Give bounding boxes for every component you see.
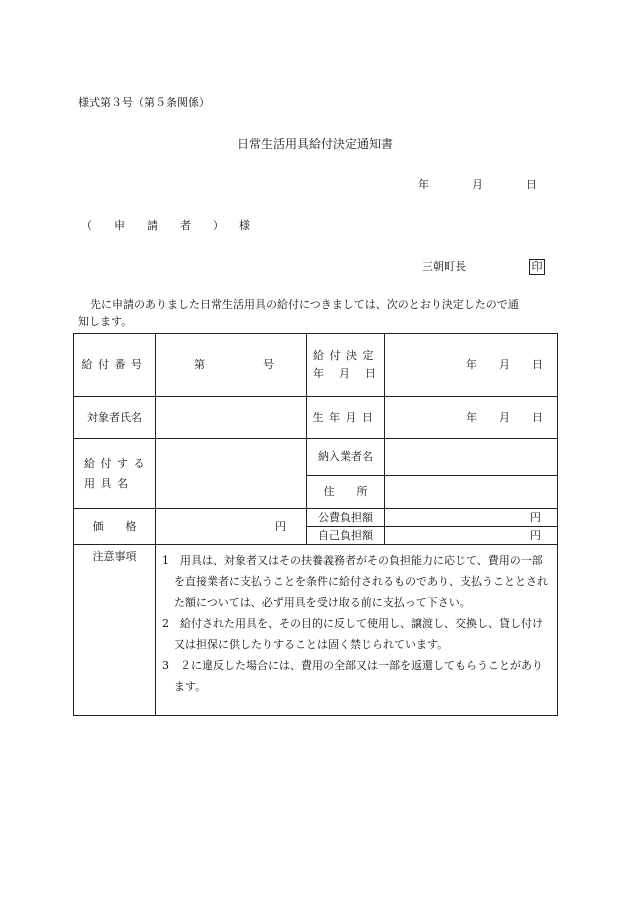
supplier-name-value[interactable] bbox=[385, 439, 558, 476]
equipment-label-line1: 給付する bbox=[84, 456, 150, 470]
decision-date-label-year: 年 bbox=[313, 367, 324, 380]
price-label: 価 格 bbox=[74, 509, 156, 545]
decision-date-label-month: 月 bbox=[339, 367, 350, 380]
notes-label: 注意事項 bbox=[74, 545, 156, 716]
decision-date-label bbox=[307, 334, 385, 397]
applicant-label: （ 申 請 者 ） bbox=[81, 219, 230, 232]
date-year: 年 bbox=[418, 178, 429, 191]
equipment-name-label bbox=[74, 439, 156, 509]
table-row bbox=[74, 439, 558, 476]
birth-date-label: 生年月日 bbox=[307, 397, 385, 439]
date-month: 月 bbox=[472, 178, 483, 191]
grant-table bbox=[73, 333, 558, 716]
grant-number-label: 給付番号 bbox=[74, 334, 156, 397]
form-number: 様式第３号（第５条関係） bbox=[78, 96, 210, 109]
target-name-label: 対象者氏名 bbox=[74, 397, 156, 439]
birth-day: 日 bbox=[532, 410, 543, 424]
address-value[interactable] bbox=[385, 476, 558, 509]
issuer-title: 三朝町長 bbox=[422, 260, 466, 273]
note-item-2: 2 給付された用具を、その目的に反して使用し、譲渡し、交換し、貸し付け又は担保に供したりすることは固く禁じられています。 bbox=[162, 617, 543, 651]
note-item-1: 1 用具は、対象者又はその扶養義務者がその負担能力に応じて、費用の一部を直接業者に支払うことを条件に給付されるものであり、支払うこととされた額については、必ず用具を受け取る前に支払って下さい。 bbox=[162, 554, 548, 609]
supplier-name-label: 納入業者名 bbox=[307, 439, 385, 476]
seal-mark: 印 bbox=[529, 259, 545, 275]
table-row bbox=[74, 397, 558, 439]
decision-date-label-line2 bbox=[307, 363, 384, 381]
applicant-honorific: 様 bbox=[239, 219, 250, 232]
price-unit: 円 bbox=[275, 519, 286, 533]
public-burden-value[interactable] bbox=[385, 509, 558, 527]
grant-number-cell[interactable] bbox=[156, 334, 307, 397]
grant-number-prefix: 第 bbox=[194, 358, 205, 371]
decision-date-label-line1: 給付決定 bbox=[313, 349, 379, 362]
decision-day: 日 bbox=[532, 358, 543, 371]
decision-date-value[interactable] bbox=[385, 334, 558, 397]
notes-content bbox=[156, 545, 558, 716]
table-row bbox=[74, 509, 558, 527]
document-title: 日常生活用具給付決定通知書 bbox=[236, 137, 393, 151]
address-label: 住 所 bbox=[307, 476, 385, 509]
table-row bbox=[74, 334, 558, 397]
birth-year: 年 bbox=[466, 410, 477, 424]
date-line bbox=[418, 178, 537, 192]
equipment-label-line2: 用具名 bbox=[84, 476, 134, 490]
issuer-line bbox=[422, 259, 545, 275]
note-item-3: 3 ２に違反した場合には、費用の全部又は一部を返還してもらうことがあります。 bbox=[162, 659, 543, 693]
price-value[interactable] bbox=[156, 509, 307, 545]
public-burden-label: 公費負担額 bbox=[307, 509, 385, 527]
table-row bbox=[74, 545, 558, 716]
date-day: 日 bbox=[526, 178, 537, 191]
self-burden-value[interactable] bbox=[385, 527, 558, 545]
equipment-name-value[interactable] bbox=[156, 439, 307, 509]
birth-date-value[interactable] bbox=[385, 397, 558, 439]
self-burden-unit: 円 bbox=[530, 528, 541, 542]
decision-month: 月 bbox=[499, 358, 510, 371]
decision-year: 年 bbox=[466, 358, 477, 371]
decision-date-label-day: 日 bbox=[365, 367, 376, 380]
birth-month: 月 bbox=[499, 410, 510, 424]
intro-line-2: 知します。 bbox=[78, 315, 133, 328]
applicant-line bbox=[81, 219, 250, 233]
target-name-value[interactable] bbox=[156, 397, 307, 439]
public-burden-unit: 円 bbox=[530, 510, 541, 524]
grant-number-suffix: 号 bbox=[263, 358, 274, 371]
self-burden-label: 自己負担額 bbox=[307, 527, 385, 545]
intro-line-1: 先に申請のありました日常生活用具の給付につきましては、次のとおり決定したので通 bbox=[90, 298, 519, 311]
